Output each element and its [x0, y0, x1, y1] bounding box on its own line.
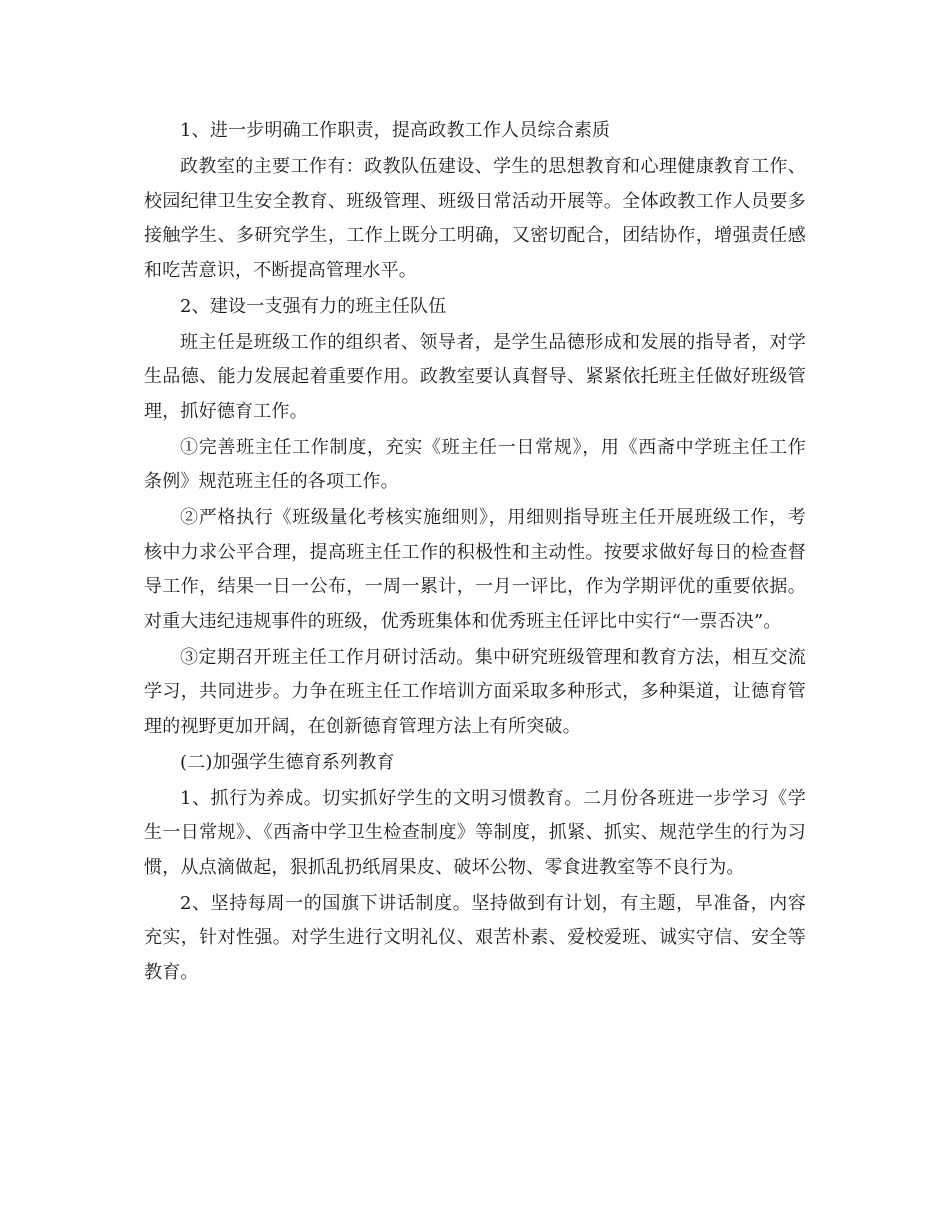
section-heading: 1、进一步明确工作职责，提高政教工作人员综合素质	[180, 120, 611, 141]
list-item-paragraph: ③定期召开班主任工作月研讨活动。集中研究班级管理和教育方法，相互交流学习，共同进步。力争在班主任工作培训方面采取多种形式，多种渠道，让德育管理的视野更加开阔，在创新德育管理方法上有所突破。	[144, 646, 806, 737]
body-paragraph: 班主任是班级工作的组织者、领导者，是学生品德形成和发展的指导者，对学生品德、能力发展起着重要作用。政教室要认真督导、紧紧依托班主任做好班级管理，抓好德育工作。	[144, 331, 806, 422]
document-body	[144, 114, 806, 992]
body-paragraph: 政教室的主要工作有：政教队伍建设、学生的思想教育和心理健康教育工作、校园纪律卫生安全教育、班级管理、班级日常活动开展等。全体政教工作人员要多接触学生、多研究学生，工作上既分工明确，又密切配合，团结协作，增强责任感和吃苦意识，不断提高管理水平。	[144, 156, 806, 281]
section-heading: (二)加强学生德育系列教育	[180, 751, 395, 773]
section-heading: 2、建设一支强有力的班主任队伍	[180, 295, 447, 317]
body-paragraph: 2、坚持每周一的国旗下讲话制度。坚持做到有计划，有主题，早准备，内容充实，针对性强。对学生进行文明礼仪、艰苦朴素、爱校爱班、诚实守信、安全等教育。	[144, 892, 806, 983]
list-item-paragraph: ②严格执行《班级量化考核实施细则》，用细则指导班主任开展班级工作，考核中力求公平合理，提高班主任工作的积极性和主动性。按要求做好每日的检查督导工作，结果一日一公布，一周一累计，一月一评比，作为学期评优的重要依据。对重大违纪违规事件的班级，优秀班集体和优秀班主任评比中实行“一票否决”。	[144, 507, 806, 632]
list-item-paragraph: ①完善班主任工作制度，充实《班主任一日常规》，用《西斋中学班主任工作条例》规范班主任的各项工作。	[144, 436, 806, 492]
body-paragraph: 1、抓行为养成。切实抓好学生的文明习惯教育。二月份各班进一步学习《学生一日常规》、《西斋中学卫生检查制度》等制度，抓紧、抓实、规范学生的行为习惯，从点滴做起，狠抓乱扔纸屑果皮、破坏公物、零食进教室等不良行为。	[144, 787, 806, 878]
